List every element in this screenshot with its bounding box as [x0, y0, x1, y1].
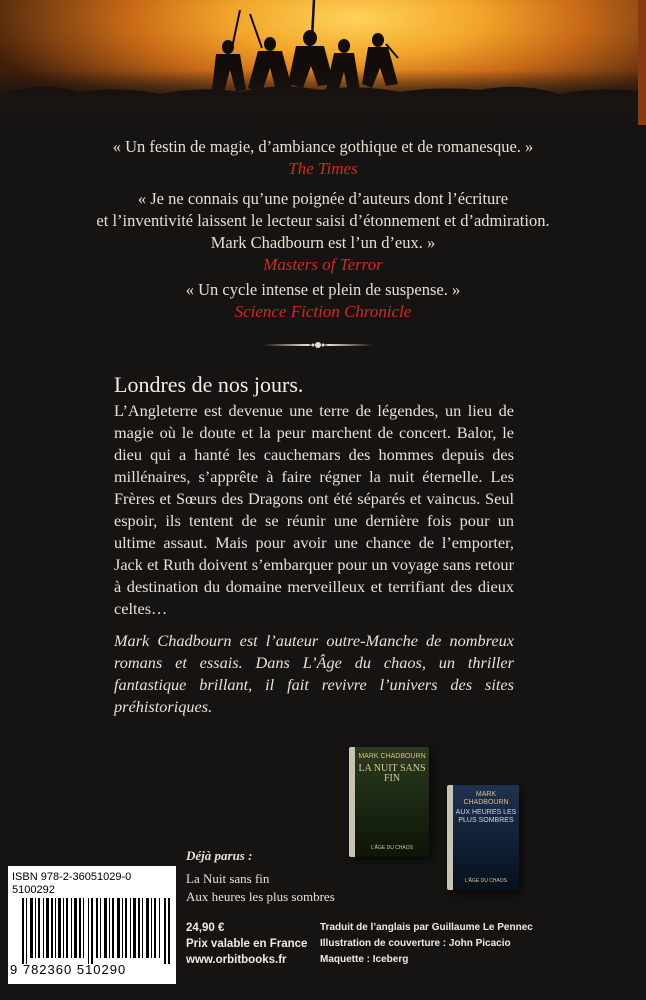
credit-line: Traduit de l’anglais par Guillaume Le Pennec [320, 922, 533, 933]
credit-line: Illustration de couverture : John Picacio [320, 938, 511, 949]
credit-line: Maquette : Iceberg [320, 954, 409, 965]
quote-text-line: et l’inventivité laissent le lecteur saisi d’étonnement et d’admiration. [96, 211, 550, 230]
quote-source: Science Fiction Chronicle [234, 302, 412, 321]
price-block [186, 920, 307, 968]
book-series: L’ÂGE DU CHAOS [465, 878, 507, 884]
credits-block [320, 920, 533, 968]
price-amount: 24,90 € [186, 922, 225, 934]
spine-edge [638, 0, 646, 125]
ornament-divider [263, 340, 373, 350]
barcode-digits: 9 782360 510290 [10, 962, 127, 977]
book-title: AUX HEURES LES PLUS SOMBRES [455, 809, 517, 824]
quote-2 [40, 188, 606, 276]
grass-fade [0, 70, 646, 130]
author-note: Mark Chadbourn est l’auteur outre-Manche de nombreux romans et essais. Dans L’Âge du chaos, un thriller fantastique brillant, il fait revivre l’univers des sites préhistoriques. [114, 631, 514, 716]
book-author: MARK CHADBOURN [463, 791, 509, 806]
book-series: L’ÂGE DU CHAOS [371, 845, 413, 851]
list-item: Aux heures les plus sombres [186, 889, 335, 904]
deja-parus-label: Déjà parus : [186, 848, 253, 863]
quote-source: The Times [288, 159, 358, 178]
publisher-website: www.orbitbooks.fr [186, 954, 287, 966]
price-note: Prix valable en France [186, 938, 308, 950]
quote-source: Masters of Terror [263, 255, 383, 274]
quote-text-line: Mark Chadbourn est l’un d’eux. » [210, 233, 436, 252]
book-cover-aux-heures [447, 785, 519, 890]
book-cover-la-nuit-sans-fin [349, 747, 429, 857]
isbn-line: ISBN 978-2-36051029-0 [12, 871, 132, 883]
barcode [22, 898, 170, 964]
quote-3 [40, 279, 606, 323]
book-author: MARK CHADBOURN [358, 753, 426, 760]
book-title: LA NUIT SANS FIN [358, 763, 426, 784]
blurb-title: Londres de nos jours. [114, 372, 304, 397]
isbn-line: 5100292 [12, 884, 55, 896]
quote-text-line: « Je ne connais qu’une poignée d’auteurs dont l’écriture [137, 189, 509, 208]
list-item: La Nuit sans fin [186, 871, 270, 886]
quote-text: « Un cycle intense et plein de suspense. » [185, 280, 461, 299]
blurb-body: L’Angleterre est devenue une terre de légendes, un lieu de magie où le doute et la peur marchent de concert. Balor, le dieu qui a hanté les cauchemars des hommes depuis des millénaires, s’apprête à faire régner la nuit éternelle. Les Frères et Sœurs des Dragons ont été séparés et vaincus. Seul espoir, ils tentent de se réunir une dernière fois pour un ultime assaut. Mais pour avoir une chance de l’emporter, Jack et Ruth doivent s’embarquer pour un voyage sans retour à destination du domaine merveilleux et terrifiant des dieux celtes… [114, 401, 514, 618]
quote-1 [40, 136, 606, 180]
deja-parus-list [186, 870, 335, 906]
barcode-box [8, 866, 176, 984]
quote-text: « Un festin de magie, d’ambiance gothique et de romanesque. » [112, 137, 534, 156]
